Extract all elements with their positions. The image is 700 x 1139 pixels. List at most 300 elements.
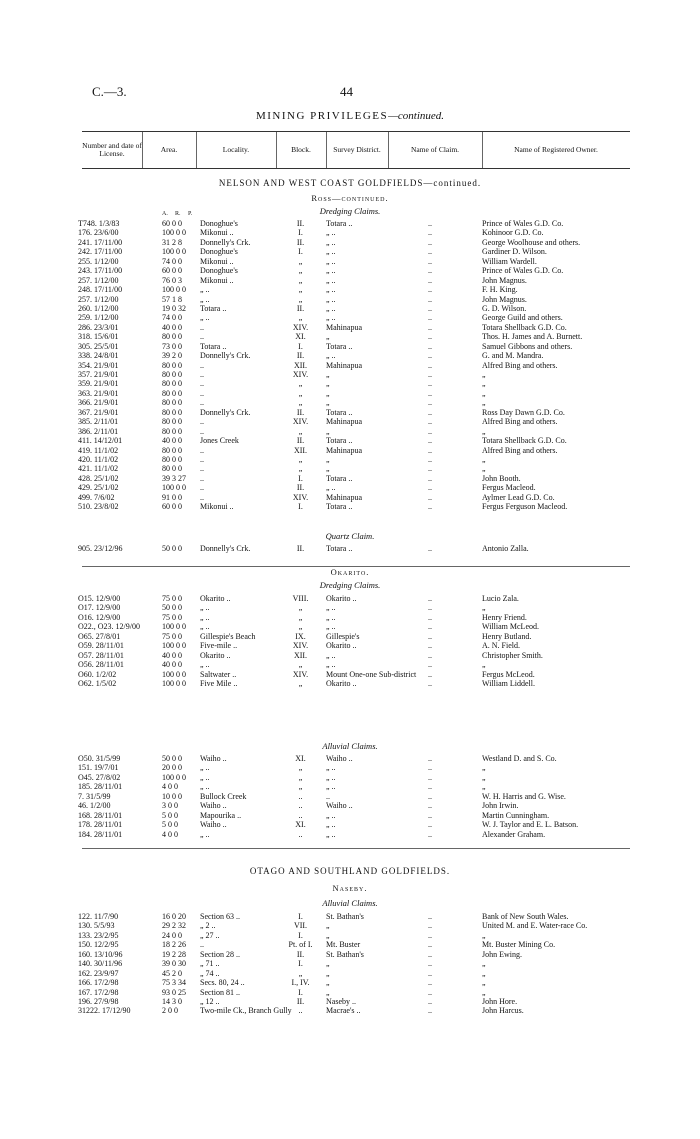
table-cell: John Magnus.	[482, 275, 527, 285]
table-row	[78, 997, 638, 1006]
table-cell: „	[298, 464, 303, 474]
table-cell: 100 0 0	[162, 678, 186, 688]
table-cell: „	[482, 464, 486, 474]
table-cell: John Magnus.	[482, 294, 527, 304]
table-cell: ..	[200, 483, 204, 493]
table-cell: O50. 31/5/99	[78, 754, 121, 763]
table-cell: John Hore.	[482, 996, 518, 1006]
table-cell: „ ..	[200, 660, 210, 670]
table-cell: 100 0 0	[162, 247, 186, 257]
table-cell: Alexander Graham.	[482, 829, 546, 839]
table-cell: ..	[428, 417, 432, 427]
section-divider-2	[82, 848, 630, 849]
table-cell: 338. 24/8/01	[78, 351, 119, 361]
table-cell: 60 0 0	[162, 502, 182, 512]
table-cell: Fergus Macleod.	[482, 483, 536, 493]
table-cell: „	[298, 968, 303, 978]
table-cell: ..	[428, 594, 432, 603]
table-row	[78, 978, 638, 987]
table-cell: ..	[428, 978, 432, 988]
table-cell: „ ..	[326, 603, 336, 613]
table-cell: „ 12 ..	[200, 996, 220, 1006]
table-cell: Five-mile ..	[200, 641, 238, 651]
table-cell: 510. 23/8/02	[78, 502, 119, 512]
table-cell: 184. 28/11/01	[78, 829, 123, 839]
table-cell: „	[482, 426, 486, 436]
table-cell: ..	[428, 388, 432, 398]
table-cell: O59. 28/11/01	[78, 641, 124, 651]
table-cell: ..	[428, 678, 432, 688]
table-cell: ..	[428, 237, 432, 247]
table-cell: Martin Cunningham.	[482, 810, 550, 820]
table-row	[78, 603, 638, 612]
table-row	[78, 455, 638, 464]
table-cell: William McLeod.	[482, 622, 539, 632]
area-unit-a: A.	[162, 211, 168, 217]
table-cell: 499. 7/6/02	[78, 492, 115, 502]
table-cell: ..	[428, 829, 432, 839]
table-cell: II.	[296, 949, 305, 959]
table-cell: II.	[296, 219, 305, 228]
table-row	[78, 408, 638, 417]
table-cell: „ ..	[326, 612, 336, 622]
table-cell: Aylmer Lead G.D. Co.	[482, 492, 555, 502]
table-cell: ..	[428, 294, 432, 304]
table-cell: ..	[428, 641, 432, 651]
table-cell: 363. 21/9/01	[78, 388, 119, 398]
col-locality: Locality.	[222, 145, 250, 154]
table-row	[78, 417, 638, 426]
table-cell: Westland D. and S. Co.	[482, 754, 557, 763]
table-row	[78, 379, 638, 388]
table-okarito-alluvial	[78, 754, 638, 839]
table-cell: 40 0 0	[162, 436, 182, 446]
table-cell: „	[298, 294, 303, 304]
table-cell: „	[326, 978, 330, 988]
table-row	[78, 483, 638, 492]
table-cell: ..	[428, 464, 432, 474]
table-cell: 80 0 0	[162, 445, 182, 455]
table-cell: 354. 21/9/01	[78, 360, 119, 370]
table-cell: „	[298, 772, 303, 782]
table-cell: 367. 21/9/01	[78, 407, 119, 417]
table-cell: 80 0 0	[162, 379, 182, 389]
table-cell: „	[298, 426, 303, 436]
col-license: Number and date of License.	[82, 141, 142, 158]
table-cell: Totara ..	[326, 473, 353, 483]
table-cell: ..	[428, 285, 432, 295]
table-cell: 45 2 0	[162, 968, 182, 978]
table-cell: 4 0 0	[162, 782, 178, 792]
table-cell: ..	[200, 322, 204, 332]
table-cell: 151. 19/7/01	[78, 763, 119, 773]
table-cell: 57 1 8	[162, 294, 182, 304]
table-cell: 429. 25/1/02	[78, 483, 119, 493]
table-cell: 16 0 20	[162, 912, 186, 921]
table-cell: ..	[200, 388, 204, 398]
table-cell: Samuel Gibbons and others.	[482, 341, 573, 351]
table-cell: „	[298, 379, 303, 389]
table-cell: O57. 28/11/01	[78, 650, 124, 660]
table-row	[78, 266, 638, 275]
table-cell: „ ..	[200, 603, 210, 613]
table-row	[78, 295, 638, 304]
table-cell: Waiho ..	[200, 754, 227, 763]
table-row	[78, 782, 638, 791]
table-cell: „ ..	[326, 266, 336, 276]
table-row	[78, 427, 638, 436]
table-cell: 75 0 0	[162, 631, 182, 641]
table-cell: 100 0 0	[162, 285, 186, 295]
table-cell: Donoghue's	[200, 247, 238, 257]
table-cell: ..	[428, 612, 432, 622]
table-cell: 80 0 0	[162, 360, 182, 370]
table-cell: ..	[428, 544, 432, 553]
table-cell: Mikonui ..	[200, 228, 234, 238]
table-row	[78, 763, 638, 772]
table-cell: 20 0 0	[162, 763, 182, 773]
table-cell: Waiho ..	[326, 754, 353, 763]
table-cell: I.	[298, 341, 303, 351]
table-cell: ..	[200, 417, 204, 427]
table-cell: ..	[428, 921, 432, 931]
table-cell: 19 2 28	[162, 949, 186, 959]
table-cell: 150. 12/2/95	[78, 940, 119, 950]
table-cell: „ ..	[200, 772, 210, 782]
table-cell: 91 0 0	[162, 492, 182, 502]
table-cell: 385. 2/11/01	[78, 417, 119, 427]
table-cell: 39 3 27	[162, 473, 186, 483]
table-cell: „	[482, 660, 486, 670]
table-cell: ..	[428, 341, 432, 351]
table-cell: Prince of Wales G.D. Co.	[482, 219, 564, 228]
table-cell: Donnelly's Crk.	[200, 351, 251, 361]
table-cell: I.	[298, 987, 303, 997]
table-cell: „	[326, 921, 330, 931]
table-row	[78, 370, 638, 379]
table-row	[78, 219, 638, 228]
table-cell: I.	[298, 912, 303, 921]
table-row	[78, 502, 638, 511]
table-cell: Alfred Bing and others.	[482, 360, 558, 370]
table-cell: Mahinapua	[326, 445, 362, 455]
table-cell: XI.	[295, 754, 306, 763]
table-cell: Donoghue's	[200, 266, 238, 276]
table-cell: 24 0 0	[162, 930, 182, 940]
table-row	[78, 493, 638, 502]
table-cell: ..	[428, 445, 432, 455]
page-number: 44	[340, 84, 353, 99]
table-cell: ..	[428, 492, 432, 502]
table-cell: II.	[296, 996, 305, 1006]
heading-okarito-dredging: Dredging Claims.	[319, 580, 381, 590]
table-cell: Jones Creek	[200, 436, 239, 446]
table-cell: „	[482, 398, 486, 408]
table-cell: 40 0 0	[162, 650, 182, 660]
table-row	[78, 811, 638, 820]
table-cell: ..	[298, 801, 303, 811]
table-row	[78, 361, 638, 370]
table-cell: 39 0 30	[162, 959, 186, 969]
table-cell: 243. 17/11/00	[78, 266, 123, 276]
table-cell: „ ..	[326, 483, 336, 493]
table-row	[78, 940, 638, 949]
table-cell: ..	[428, 650, 432, 660]
table-cell: 100 0 0	[162, 483, 186, 493]
table-cell: ..	[428, 763, 432, 773]
table-cell: „	[298, 398, 303, 408]
table-cell: 255. 1/12/00	[78, 256, 119, 266]
table-cell: XII.	[293, 445, 308, 455]
table-cell: Henry Butland.	[482, 631, 532, 641]
table-cell: 257. 1/12/00	[78, 275, 119, 285]
table-cell: 40 0 0	[162, 660, 182, 670]
table-row	[78, 801, 638, 810]
table-cell: Alfred Bing and others.	[482, 417, 558, 427]
heading-ross-dredging: Dredging Claims.	[319, 206, 381, 216]
table-cell: Mahinapua	[326, 360, 362, 370]
table-cell: „	[298, 782, 303, 792]
table-cell: Mt. Buster	[326, 940, 361, 950]
table-cell: „	[482, 763, 486, 773]
table-row	[78, 544, 638, 553]
table-cell: ..	[298, 829, 303, 839]
table-cell: 196. 27/9/98	[78, 996, 119, 1006]
table-cell: „	[326, 930, 330, 940]
table-cell: Ross Day Dawn G.D. Co.	[482, 407, 565, 417]
table-cell: W. J. Taylor and E. L. Batson.	[482, 820, 579, 830]
table-cell: 60 0 0	[162, 266, 182, 276]
table-row	[78, 389, 638, 398]
table-cell: „ 71 ..	[200, 959, 220, 969]
table-row	[78, 622, 638, 631]
table-cell: „	[326, 464, 330, 474]
table-row	[78, 304, 638, 313]
table-cell: ..	[428, 930, 432, 940]
table-cell: William Liddell.	[482, 678, 535, 688]
table-cell: II.	[296, 303, 305, 313]
table-cell: 50 0 0	[162, 754, 182, 763]
heading-naseby-alluvial: Alluvial Claims.	[322, 898, 378, 908]
table-cell: 248. 17/11/00	[78, 285, 123, 295]
table-cell: Section 63 ..	[200, 912, 240, 921]
table-cell: II.	[296, 407, 305, 417]
table-cell: 167. 17/2/98	[78, 987, 119, 997]
table-cell: „ ..	[326, 275, 336, 285]
table-cell: 160. 13/10/96	[78, 949, 123, 959]
table-cell: ..	[428, 398, 432, 408]
table-cell: „ ..	[200, 829, 210, 839]
table-cell: 31222. 17/12/90	[78, 1006, 131, 1016]
table-cell: Okarito ..	[326, 678, 357, 688]
table-cell: ..	[428, 631, 432, 641]
table-row	[78, 257, 638, 266]
table-cell: 39 2 0	[162, 351, 182, 361]
table-cell: 286. 23/3/01	[78, 322, 119, 332]
table-cell: 93 0 25	[162, 987, 186, 997]
table-row	[78, 342, 638, 351]
table-cell: 259. 1/12/00	[78, 313, 119, 323]
table-cell: ..	[428, 426, 432, 436]
table-row	[78, 830, 638, 839]
table-cell: „ ..	[326, 294, 336, 304]
table-cell: ..	[428, 256, 432, 266]
table-cell: ..	[428, 247, 432, 257]
table-cell: 74 0 0	[162, 256, 182, 266]
table-cell: „	[298, 622, 303, 632]
table-row	[78, 1006, 638, 1015]
table-cell: Mahinapua	[326, 417, 362, 427]
table-cell: O16. 12/9/00	[78, 612, 121, 622]
table-cell: 80 0 0	[162, 464, 182, 474]
table-row	[78, 313, 638, 322]
table-cell: 100 0 0	[162, 669, 186, 679]
table-ross-quartz	[78, 544, 638, 553]
table-cell: Mount One-one Sub-district	[326, 669, 417, 679]
table-cell: O65. 27/8/01	[78, 631, 121, 641]
table-cell: VII.	[293, 921, 308, 931]
table-cell: 185. 28/11/01	[78, 782, 123, 792]
table-cell: „	[482, 454, 486, 464]
table-cell: ..	[428, 483, 432, 493]
table-cell: ..	[428, 370, 432, 379]
table-cell: Thos. H. James and A. Burnett.	[482, 332, 583, 342]
table-cell: Section 28 ..	[200, 949, 240, 959]
table-cell: George Guild and others.	[482, 313, 563, 323]
table-cell: ..	[428, 940, 432, 950]
table-cell: „	[298, 256, 303, 266]
table-cell: I.	[298, 247, 303, 257]
table-cell: 19 0 32	[162, 303, 186, 313]
table-cell: ..	[428, 801, 432, 811]
table-cell: I.	[298, 959, 303, 969]
table-cell: „ ..	[200, 294, 210, 304]
table-cell: Okarito ..	[326, 594, 357, 603]
table-cell: 80 0 0	[162, 370, 182, 379]
table-cell: Totara ..	[326, 407, 353, 417]
table-cell: ..	[428, 454, 432, 464]
table-cell: ..	[428, 791, 432, 801]
table-cell: ..	[326, 791, 330, 801]
table-cell: Totara ..	[326, 219, 353, 228]
table-cell: ..	[428, 660, 432, 670]
table-cell: I.	[298, 228, 303, 238]
table-row	[78, 921, 638, 930]
table-cell: ..	[200, 332, 204, 342]
table-cell: XI.	[295, 820, 306, 830]
table-cell: 10 0 0	[162, 791, 182, 801]
table-cell: ..	[200, 398, 204, 408]
table-cell: 357. 21/9/01	[78, 370, 119, 379]
table-cell: 122. 11/7/90	[78, 912, 119, 921]
table-cell: William Wardell.	[482, 256, 537, 266]
table-cell: 241. 17/11/00	[78, 237, 123, 247]
table-cell: „	[482, 987, 486, 997]
table-row	[78, 474, 638, 483]
table-cell: ..	[428, 219, 432, 228]
table-cell: Donoghue's	[200, 219, 238, 228]
table-cell: „	[482, 379, 486, 389]
table-row	[78, 670, 638, 679]
table-cell: 5 0 0	[162, 810, 178, 820]
table-cell: ..	[428, 313, 432, 323]
table-cell: ..	[428, 810, 432, 820]
table-row	[78, 332, 638, 341]
table-row	[78, 436, 638, 445]
table-cell: „	[298, 388, 303, 398]
table-cell: Totara ..	[326, 341, 353, 351]
table-cell: 421. 11/1/02	[78, 464, 119, 474]
table-cell: ..	[428, 473, 432, 483]
table-row	[78, 651, 638, 660]
table-cell: „ ..	[326, 660, 336, 670]
table-cell: 100 0 0	[162, 228, 186, 238]
table-cell: Gardiner D. Wilson.	[482, 247, 547, 257]
table-cell: 60 0 0	[162, 219, 182, 228]
table-cell: „	[298, 275, 303, 285]
table-cell: O62. 1/5/02	[78, 678, 117, 688]
section-nwc: NELSON AND WEST COAST GOLDFIELDS—continued.	[218, 178, 482, 188]
table-cell: St. Bathan's	[326, 949, 364, 959]
table-cell: Lucio Zala.	[482, 594, 519, 603]
table-cell: ..	[428, 782, 432, 792]
table-row	[78, 988, 638, 997]
col-survey: Survey District.	[333, 145, 381, 154]
table-cell: Saltwater ..	[200, 669, 237, 679]
table-cell: Totara ..	[200, 303, 227, 313]
table-cell: 133. 23/2/95	[78, 930, 119, 940]
table-cell: Donnelly's Crk.	[200, 407, 251, 417]
table-cell: 260. 1/12/00	[78, 303, 119, 313]
table-cell: VIII.	[292, 594, 309, 603]
table-cell: Henry Friend.	[482, 612, 527, 622]
table-cell: „	[298, 454, 303, 464]
table-row	[78, 754, 638, 763]
table-cell: John Irwin.	[482, 801, 519, 811]
table-row	[78, 238, 638, 247]
table-cell: „	[482, 772, 486, 782]
table-cell: „	[482, 959, 486, 969]
table-cell: O56. 28/11/01	[78, 660, 124, 670]
table-cell: ..	[428, 266, 432, 276]
table-cell: 80 0 0	[162, 417, 182, 427]
table-cell: „ ..	[326, 782, 336, 792]
table-cell: Mapourika ..	[200, 810, 242, 820]
table-cell: ..	[428, 303, 432, 313]
table-cell: F. H. King.	[482, 285, 518, 295]
table-cell: T748. 1/3/83	[78, 219, 120, 228]
table-row	[78, 398, 638, 407]
table-cell: 168. 28/11/01	[78, 810, 123, 820]
table-cell: 100 0 0	[162, 622, 186, 632]
table-cell: XIV.	[292, 669, 309, 679]
district-okarito: Okarito.	[330, 567, 370, 577]
table-cell: 162. 23/9/97	[78, 968, 119, 978]
table-cell: Mikonui ..	[200, 275, 234, 285]
table-cell: Section 81 ..	[200, 987, 240, 997]
table-cell: IX.	[295, 631, 306, 641]
table-cell: 80 0 0	[162, 388, 182, 398]
table-cell: „	[482, 603, 486, 613]
table-cell: 40 0 0	[162, 322, 182, 332]
table-cell: 5 0 0	[162, 820, 178, 830]
table-cell: XII.	[293, 650, 308, 660]
table-cell: Totara ..	[326, 502, 353, 512]
table-row	[78, 446, 638, 455]
table-row	[78, 276, 638, 285]
table-cell: I.	[298, 473, 303, 483]
table-cell: II.	[296, 544, 305, 553]
